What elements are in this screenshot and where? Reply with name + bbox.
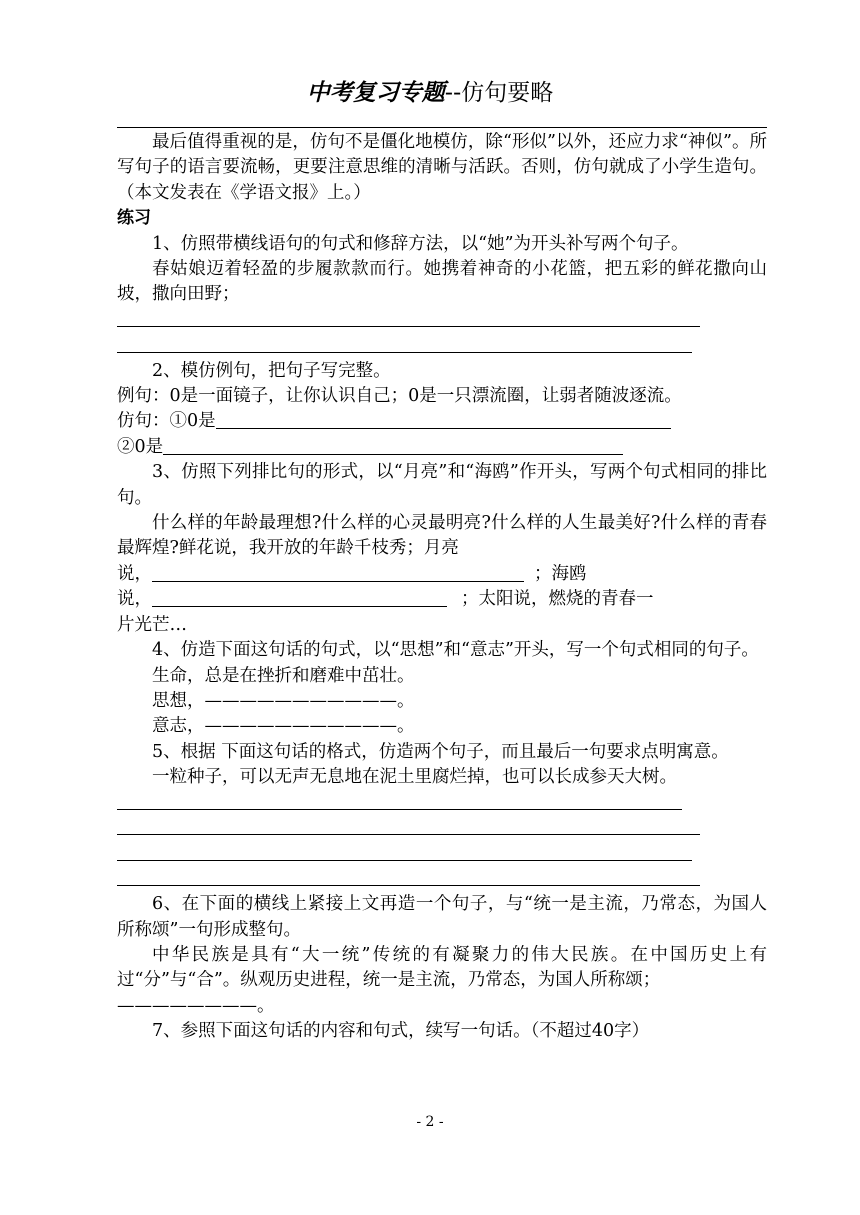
q5-answer-line-3[interactable] [117,841,767,866]
q3-line-1-suffix: ；海鸥 [534,563,587,584]
q1-prompt: 1、仿照带横线语句的句式和修辞方法，以“她”为开头补写两个句子。 [152,233,689,254]
q2-answer-blank-2[interactable] [163,436,623,455]
q5-answer-line-4[interactable] [117,867,767,892]
header-title-bold: 中考复习专题 [306,80,445,106]
q3-answer-blank-1[interactable] [152,563,524,582]
q3-line-3: 片光芒… [117,614,187,635]
q2-prompt: 2、模仿例句，把句子写完整。 [152,360,391,381]
q3-line-2 [117,587,767,612]
q5-prompt: 5、根据 下面这句话的格式，仿造两个句子，而且最后一句要求点明寓意。 [152,741,729,762]
q4-answer-line-2[interactable]: 意志，———————————。 [152,716,415,737]
section-heading: 练习 [117,208,151,229]
q3-line-2-suffix: ；太阳说，燃烧的青春一 [461,589,654,610]
q4-example: 生命，总是在挫折和磨难中茁壮。 [152,665,415,686]
q3-text: 什么样的年龄最理想?什么样的心灵最明亮?什么样的人生最美好?什么样的青春最辉煌?鲜花说，我开放的年龄千枝秀；月亮 [117,513,767,559]
q2-line-2-prefix: ②0是 [117,436,164,457]
q2-line-2 [117,435,767,460]
q7-prompt: 7、参照下面这句话的内容和句式，续写一句话。（不超过40字） [152,1021,650,1042]
q3-answer-blank-2[interactable] [152,588,447,607]
q3-line-2-prefix: 说， [117,589,152,610]
q5-answer-line-2[interactable] [117,816,767,841]
page-number: - 2 - [416,1114,444,1130]
q3-line-1-prefix: 说， [117,563,152,584]
header-title-rest: --仿句要略 [444,80,554,106]
q2-answer-blank-1[interactable] [216,410,671,429]
q5-answer-line-1[interactable] [117,791,767,816]
q2-example: 例句：0是一面镜子，让你认识自己；0是一只漂流圈，让弱者随波逐流。 [117,386,682,407]
q6-prompt: 6、在下面的横线上紧接上文再造一个句子，与“统一是主流，乃常态，为国人所称颂”一句形成整句。 [117,894,767,940]
q6-text: 中华民族是具有“大一统”传统的有凝聚力的伟大民族。在中国历史上有过“分”与“合”。纵观历史进程，统一是主流，乃常态，为国人所称颂； [117,944,767,991]
q2-line-1-prefix: 仿句：①0是 [117,411,216,432]
page-header-title [0,78,860,108]
q3-line-1 [117,562,767,587]
page-content [117,130,767,1045]
q1-text: 春姑娘迈着轻盈的步履款款而行。她携着神奇的小花篮，把五彩的鲜花撒向山坡，撒向田野； [117,259,767,305]
q2-line-1 [117,409,767,434]
q1-answer-line-1[interactable] [117,308,767,333]
q1-answer-line-2[interactable] [117,333,767,358]
q4-prompt: 4、仿造下面这句话的句式，以“思想”和“意志”开头，写一个句式相同的句子。 [152,640,759,661]
q4-answer-line-1[interactable]: 思想，———————————。 [152,690,415,711]
header-rule [117,127,767,128]
intro-paragraph: 最后值得重视的是，仿句不是僵化地模仿，除“形似”以外，还应力求“神似”。所写句子的语言要流畅，更要注意思维的清晰与活跃。否则，仿句就成了小学生造句。（本文发表在《学语文报》上。） [117,132,767,203]
q5-example: 一粒种子，可以无声无息地在泥土里腐烂掉，也可以长成参天大树。 [152,767,677,788]
q6-answer-dash[interactable]: ————————。 [117,995,275,1016]
q3-prompt: 3、仿照下列排比句的形式，以“月亮”和“海鸥”作开头，写两个句式相同的排比句。 [117,462,767,508]
